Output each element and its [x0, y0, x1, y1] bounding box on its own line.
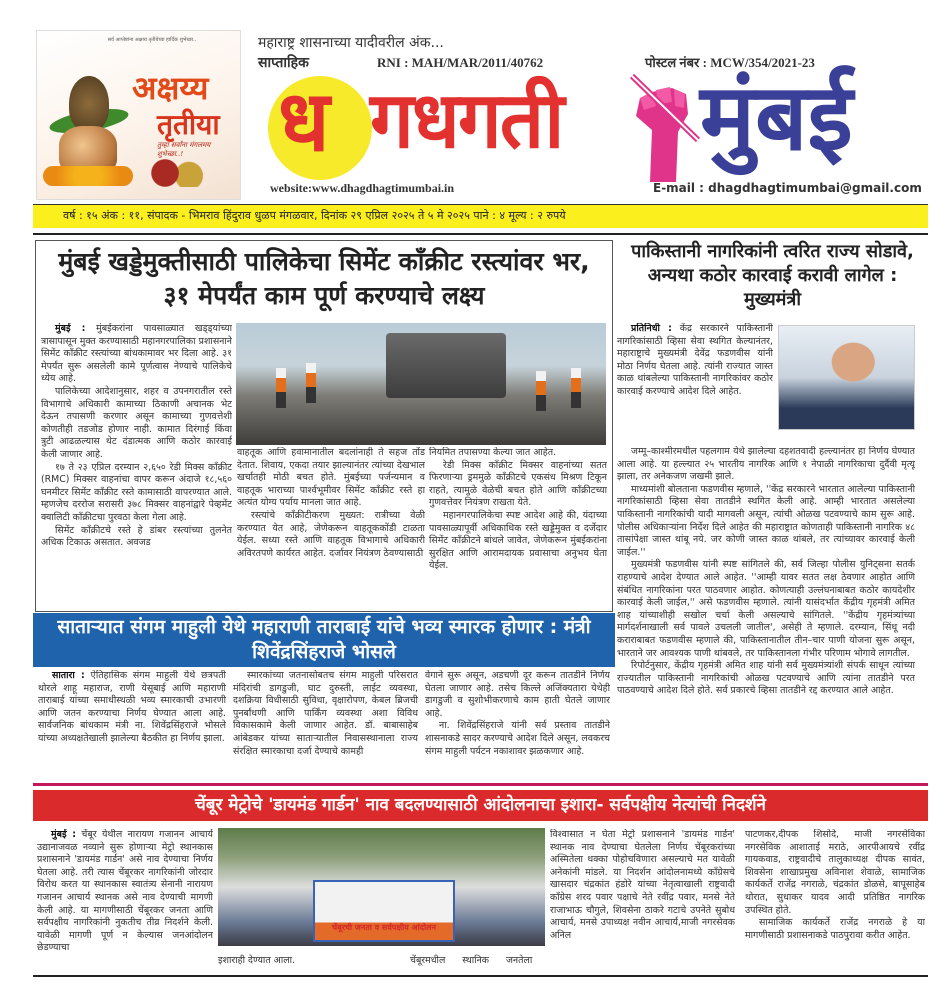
ad-small-text: सर्व आप्तेष्टांना अक्षय्य तृतीयेच्या हार्दिक शुभेच्छा.. [107, 37, 197, 43]
fruits-graphic [147, 159, 207, 187]
logo-letter: ध [278, 72, 330, 170]
paragraph: जम्मू–काश्मीरमधील पहलगाम येथे झालेल्या दहशतवादी हल्ल्यानंतर हा निर्णय घेण्यात आला आहे. या हल्ल्यात २५ भारतीय नागरिक आणि १ नेपाळी नागरिकाचा दुर्दैवी मृत्यू झाला, तर अनेकजण जखमी झाले. [617, 446, 915, 483]
paragraph: केंद्र सरकारने पाकिस्तानी नागरिकांसाठी व्हिसा सेवा स्थगित केल्यानंतर, महाराष्ट्राचे मुख्यमंत्री देवेंद्र फडणवीस यांनी मोठा निर्णय घेतला आहे. त्यांनी राज्यात जास्त काळ थांबलेल्या पाकिस्तानी नागरिकांवर कठोर कारवाई करण्याचे आदेश दिले आहेत. [617, 323, 773, 397]
logo-word-1: गधगती [370, 76, 563, 166]
paragraph: मुख्यमंत्री फडणवीस यांनी स्पष्ट सांगितले की, सर्व जिल्हा पोलीस युनिट्सना सतर्क राहण्याचे आदेश देण्यात आले आहेत. ''आम्ही यावर सतत लक्ष ठेवणार आहोत आणि संबंधित नागरिकांना परत पाठवणार आहोत. कोणत्याही उल्लंघनाबाबत कठोर कायदेशीर कारवाई केली जाईल,'' असे फडणवीस म्हणाले. त्यांनी यासंदर्भात केंद्रीय गृहमंत्री अमित शाह यांच्याशीही सखोल चर्चा केली असल्याचे सांगितले. ''केंद्रीय गृहमंत्र्यांच्या मार्गदर्शनाखाली सर्व पावले उचलली जातील', असेही ते म्हणाले. दरम्यान, सिंधू नदी कराराबाबत फडणवीस म्हणाले की, पाकिस्तानातील तीन–चार पाणी योजना सुरू असून, भारताने जर आवश्यक पाणी थांबवले, तर पाकिस्तानला गंभीर परिणाम भोगावे लागतील. [617, 559, 915, 659]
paragraph: पालिकेच्या आदेशानुसार, शहर व उपनगरातील रस्ते विभागाचे अधिकारी कामाच्या ठिकाणी अचानक भेट देऊन तपासणी करणार असून कामाच्या गुणवत्तेशी कोणतीही तडजोड होणार नाही. कामात दिरंगाई किंवा त्रुटी आढळल्यास थेट दंडात्मक आणि कठोर कारवाई केली जाणार आहे. [41, 385, 232, 460]
paver-machine [386, 333, 506, 398]
article-column [617, 323, 773, 445]
dateline: सातारा : [52, 670, 85, 681]
worker [571, 368, 581, 408]
dateline: प्रतिनिधी : [631, 323, 672, 334]
divider [33, 783, 928, 786]
issue-info-bar: वर्ष : १५ अंक : ११, संपादक - भिमराव हिंदुराव धुळप मंगळवार, दिनांक २९ एप्रिल २०२५ ते ५ मे २०२५ पाने : ४ मूल्य : २ रुपये [33, 204, 928, 228]
article-column [38, 670, 226, 775]
paragraph: स्मारकांच्या जतनासोबतच संगम माहुली परिसरात मंदिरांची डागडुजी, घाट दुरुस्ती, लाईट व्यवस्था, दशक्रिया विधीसाठी सुविधा, वृक्षारोपण, केबल ब्रिजची पुनर्बांधणी आणि पार्किंग व्यवस्था अशा विविध विकासकामे केली जाणार आहेत. डॉ. बाबासाहेब आंबेडकर यांच्या साताऱ्यातील निवासस्थानाला राज्य संरक्षित स्मारकाचा दर्जा देण्याचे कामही [233, 670, 418, 757]
article-column [550, 829, 735, 974]
akshaya-tritiya-ad [36, 30, 241, 200]
fist-pen-icon [622, 70, 702, 182]
paragraph: सामाजिक कार्यकर्ते राजेंद्र नगराळे हे या मागणीसाठी प्रशासनाकडे पाठपुरावा करीत आहेत. [745, 917, 925, 941]
paragraph: विश्वासात न घेता मेट्रो प्रशासनाने 'डायमंड गार्डन' स्थानक नाव देण्याचा घेतलेला निर्णय चेंबूरकरांच्या अस्मितेला धक्का पोहोचविणारा असल्याचे मत यावेळी अनेकांनी मांडले. या निदर्शन आंदोलनामध्ये काँग्रेसचे खासदार चंद्रकांत हंडोरे यांच्या नेतृत्वाखाली राष्ट्रवादी काँग्रेस शरद पवार पक्षाचे नेते रवींद्र पवार, मनसे नेते राजाभाऊ चौगुले, शिवसेना ठाकरे गटाचे उपनेते सुबोध आचार्य, मनसे उपाध्यक्ष नवीन आचार्य,माजी नगरसेवक अनिल [550, 829, 735, 941]
chief-minister-photo [778, 325, 915, 430]
article-column [41, 323, 232, 609]
paragraph: १७ ते २३ एप्रिल दरम्यान २,६५० रेडी मिक्स काँक्रीट (RMC) मिक्सर वाहनांचा वापर करून अंदाजे १८,५६० घनमीटर सिमेंट काँक्रीट रस्ते कामासाठी वापरण्यात आले. म्हणजेच दररोज सरासरी ३७८ मिक्सर वाहनांद्वारे पेव्हमेंट क्वालिटी काँक्रीटचा पुरवठा केला गेला आहे. [41, 461, 232, 523]
ad-wish: तुम्हा सर्वांना मंगलमय शुभेच्छा..! [157, 141, 211, 158]
paragraph: चेंबूर येथील नारायण गजानन आचार्य उद्यानाजवळ नव्याने सुरू होणाऱ्या मेट्रो स्थानकास प्रशासनाने 'डायमंड गार्डन' असे नाव देण्याचा निर्णय घेतला आहे. तरी त्यास चेंबूरकर नागरिकांनी जोरदार विरोध करत या स्थानकास स्वातंत्र्य सेनानी नारायण गजानन आचार्य स्थानक असे नाव देण्याची मागणी केली आहे. या मागणीसाठी चेंबूरकर जनता आणि सर्वपक्षीय नागरिकांनी नुकतीच तीव्र निदर्शने केली. यावेळी मागणी पूर्ण न केल्यास जनआंदोलन छेडण्याचा [37, 829, 213, 954]
paragraph: सिमेंट काँक्रीटचे रस्ते हे डांबर रस्त्यांच्या तुलनेत अधिक टिकाऊ असतात. अवजड [41, 524, 232, 549]
coconut-graphic [69, 76, 109, 131]
frequency: साप्ताहिक [258, 55, 309, 71]
paragraph: रेडी मिक्स काँक्रीट मिक्सर वाहनांच्या सतत फिरणाऱ्या ड्रममुळे काँक्रीटचे एकसंध मिश्रण टिकून राहते, त्यामुळे वेळेची बचत होते आणि काँक्रीटच्या गुणवत्तेवर नियंत्रण राखता येते. [429, 459, 607, 509]
article-column [37, 829, 213, 974]
rni-number: RNI : MAH/MAR/2011/40762 [377, 55, 544, 70]
postal-number: पोस्टल नंबर : MCW/354/2021-23 [645, 55, 815, 70]
article-headline: चेंबूर मेट्रोचे 'डायमंड गार्डन' नाव बदलण्यासाठी आंदोलनाचा इशारा- सर्वपक्षीय नेत्यांची निदर्शने [33, 790, 928, 821]
paragraph: माध्यमांशी बोलताना फडणवीस म्हणाले, ''केंद्र सरकारने भारतात आलेल्या पाकिस्तानी नागरिकांसाठी व्हिसा सेवा तातडीने स्थगित केली आहे. आम्ही भारतात असलेल्या पाकिस्तानी नागरिकांची यादी मागवली असून, त्यांची ओळख पटवण्याचे काम सुरू आहे. पोलीस अधिकाऱ्यांना निर्देश दिले आहेत की महाराष्ट्रात कोणताही पाकिस्तानी नागरिक ४८ तासांपेक्षा जास्त थांबू नये. जर कोणी जास्त काळ थांबले, तर त्यांच्यावर कारवाई केली जाईल.'' [617, 483, 915, 558]
dateline: मुंबई : [51, 829, 77, 840]
ad-title-2: तृतीया [157, 108, 220, 141]
paragraph: रिपोर्टनुसार, केंद्रीय गृहमंत्री अमित शाह यांनी सर्व मुख्यमंत्र्यांशी संपर्क साधून त्यांच्या राज्यातील पाकिस्तानी नागरिकांची ओळख पटवण्याचे आणि त्यांना तातडीने परत पाठवण्याचे आदेश दिले होते. सर्व प्रकारचे व्हिसा तातडीने रद्द करण्यात आले आहेत. [617, 660, 915, 697]
worker [306, 363, 316, 403]
ad-title-1: अक्षय्य [132, 69, 209, 107]
paragraph: पाटणकर,दीपक शिसोदे, माजी नगरसेविका नगरसेविक आशाताई मराठे, आरपीआयचे रवींद्र गायकवाड, राष्ट्रवादीचे तालुकाध्यक्ष दीपक सावंत, शिवसेना शाखाप्रमुख अविनाश शेवाळे, सामाजिक कार्यकर्ते राजेंद्र नगराळे, चंद्रकांत डोळसे, बापूसाहेब थोरात, सुधाकर यादव आदी प्रतिष्ठित नागरिक उपस्थित होते. [745, 829, 925, 916]
article-headline: पाकिस्तानी नागरिकांनी त्वरित राज्य सोडावे, अन्यथा कठोर कारवाई करावी लागेल : मुख्यमंत्री [631, 241, 914, 310]
article-column [237, 447, 425, 609]
paragraph: वेगाने सुरू असून, अडचणी दूर करून तातडीने निर्णय घेतला जाणार आहे. तसेच किल्ले अजिंक्यतारा येथेही डागडुजी व सुशोभीकरणाचे काम हाती घेतले जाणार आहे. [425, 670, 610, 719]
paragraph: रस्त्यांचे काँक्रीटीकरण मुख्यत: रात्रीच्या वेळी करण्यात येत आहे, जेणेकरून वाहतूककोंडी टाळता येईल. सध्या रस्ते आणि वाहतूक विभागाचे अधिकारी अविरतपणे कार्यरत आहेत. दर्जावर नियंत्रण ठेवण्यासाठी [237, 509, 425, 559]
article-headline: साताऱ्यात संगम माहुली येथे महाराणी ताराबाई यांचे भव्य स्मारक होणार : मंत्री शिवेंद्रसिंहराजे भोसले [33, 613, 615, 667]
article-headline: मुंबई खड्डेमुक्तीसाठी पालिकेचा सिमेंट काँक्रीट रस्त्यांवर भर, ३१ मेपर्यंत काम पूर्ण करण्याचे लक्ष्य [58, 247, 590, 310]
divider [33, 233, 928, 235]
protest-photo [218, 828, 545, 946]
paragraph: ना. शिवेंद्रसिंहराजे यांनी सर्व प्रस्ताव तातडीने शासनाकडे सादर करण्याचे आदेश दिले असून, लवकरच संगम माहुली पर्यटन नकाशावर झळकणार आहे. [425, 720, 610, 757]
article-column [745, 829, 925, 974]
photo-adjacent-text: चेंबूरमधील स्थानिक जनतेला [410, 955, 533, 966]
worker [276, 368, 286, 408]
website-link[interactable]: website:www.dhagdhagtimumbai.in [270, 181, 455, 195]
paragraph: ऐतिहासिक संगम माहुली येथे छत्रपती थोरले शाहू महाराज, राणी येसूबाई आणि महाराणी ताराबाई यांच्या समाधीस्थळी भव्य स्मारकाची उभारणी आणि जतन करण्याचा निर्णय घेण्यात आला आहे. सार्वजनिक बांधकाम मंत्री ना. शिवेंद्रसिंहराजे भोसले यांच्या अध्यक्षतेखाली झालेल्या बैठकीत हा निर्णय झाला. [38, 670, 226, 744]
article-column [233, 670, 418, 775]
worker [536, 371, 546, 411]
flowers-graphic [43, 166, 133, 186]
logo-word-2: मुंबई [700, 64, 853, 171]
article-column [429, 447, 607, 609]
dateline: मुंबई : [55, 323, 86, 334]
photo-adjacent-text: इशाराही देण्यात आला. [218, 955, 296, 966]
paragraph: वाहतूक आणि हवामानातील बदलांनाही ते सहज तोंड देतात. शिवाय, एकदा तयार झाल्यानंतर त्यांच्या देखभाल खर्चातही मोठी बचत होते. मुंबईच्या पर्जन्यमान व वाहतूक भाराच्या पार्श्वभूमीवर सिमेंट काँक्रीट रस्ते हा अत्यंत योग्य पर्याय मानला जात आहे. [237, 447, 425, 509]
newspaper-logo [260, 64, 930, 182]
paragraph: मुंबईकरांना पावसाळ्यात खड्ड्यांच्या त्रासापासून मुक्त करण्यासाठी महानगरपालिका प्रशासनाने सिमेंट काँक्रीट रस्त्यांच्या बांधकामावर भर दिला आहे. ३१ मेपर्यंत सुरू असलेली कामे पूर्णत्वास नेण्याचे पालिकेचे ध्येय आहे. [41, 323, 232, 385]
article-column [425, 670, 610, 775]
article-road-concrete [35, 240, 613, 612]
road-construction-photo [236, 323, 606, 445]
article-column [617, 446, 915, 776]
email-link[interactable]: E-mail : dhagdhagtimumbai@gmail.com [653, 181, 922, 195]
protest-banner: चेंबूरची जनता व सर्वपक्षीय आंदोलन [313, 880, 455, 942]
paragraph: नियमित तपासण्या केल्या जात आहेत. [429, 447, 557, 458]
paragraph: महानगरपालिकेचा स्पष्ट आदेश आहे की, यंदाच्या पावसाळ्यापूर्वी अधिकाधिक रस्ते खड्डेमुक्त व दर्जेदार सिमेंट काँक्रीटने बांधले जावेत, जेणेकरून मुंबईकरांना सुरक्षित आणि आरामदायक प्रवासाचा अनुभव घेता येईल. [429, 509, 607, 572]
divider [33, 975, 928, 977]
tagline: महाराष्ट्र शासनाच्या यादीवरील अंक... [258, 35, 444, 51]
